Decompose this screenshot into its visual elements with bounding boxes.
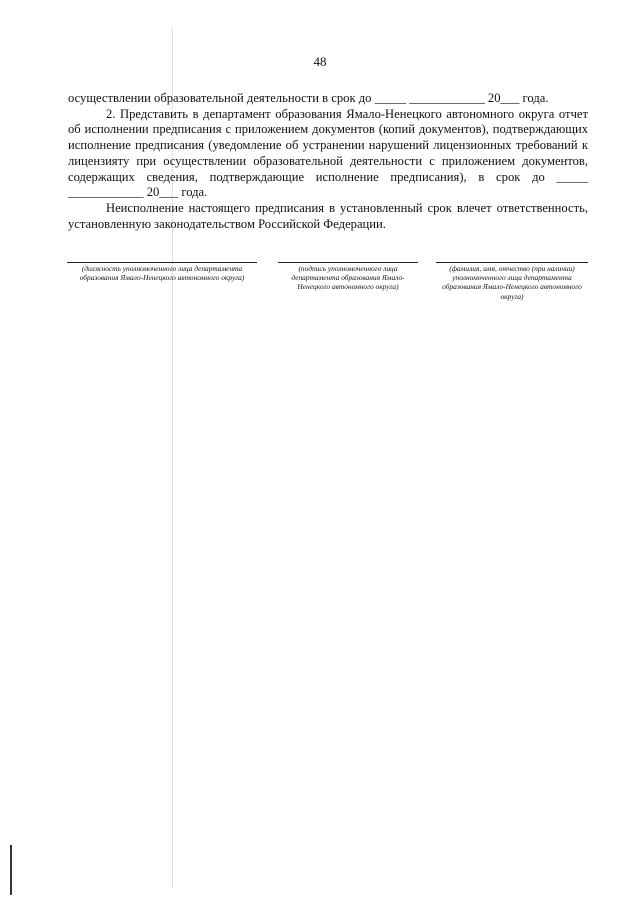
signature-field-position — [67, 262, 257, 282]
page-number: 48 — [313, 54, 327, 69]
signature-caption-position: (должность уполномоченного лица департамента образования Ямало-Ненецкого автономного округа) — [79, 264, 245, 283]
signature-caption-name: (фамилия, имя, отчество (при наличии) уполномоченного лица департамента образования Ямало-Ненецкого автономного округа) — [442, 264, 582, 301]
paragraph-deadline: осуществлении образовательной деятельности в срок до _____ ____________ 20___ года. — [68, 91, 549, 105]
signature-field-signature — [278, 262, 418, 292]
document-body — [68, 91, 588, 232]
paragraph-liability: Неисполнение настоящего предписания в установленный срок влечет ответственность, установленную законодательством Российской Федерации. — [68, 200, 588, 231]
scan-edge-mark — [10, 845, 12, 895]
signature-caption-signature: (подпись уполномоченного лица департамента образования Ямало-Ненецкого автономного округа) — [291, 264, 405, 292]
signature-field-name — [436, 262, 588, 301]
paragraph-report-requirement: 2. Представить в департамент образования Ямало-Ненецкого автономного округа отчет об исполнении предписания с приложением документов (копий документов), подтверждающих исполнение предписания (уведомление об устранении нарушений лицензионных требований к лицензияту при осуществлении образовательной деятельности с приложением документов, содержащих сведения, подтверждающие исполнение предписания), в срок до _____ ____________ 20___ года. — [68, 106, 588, 200]
